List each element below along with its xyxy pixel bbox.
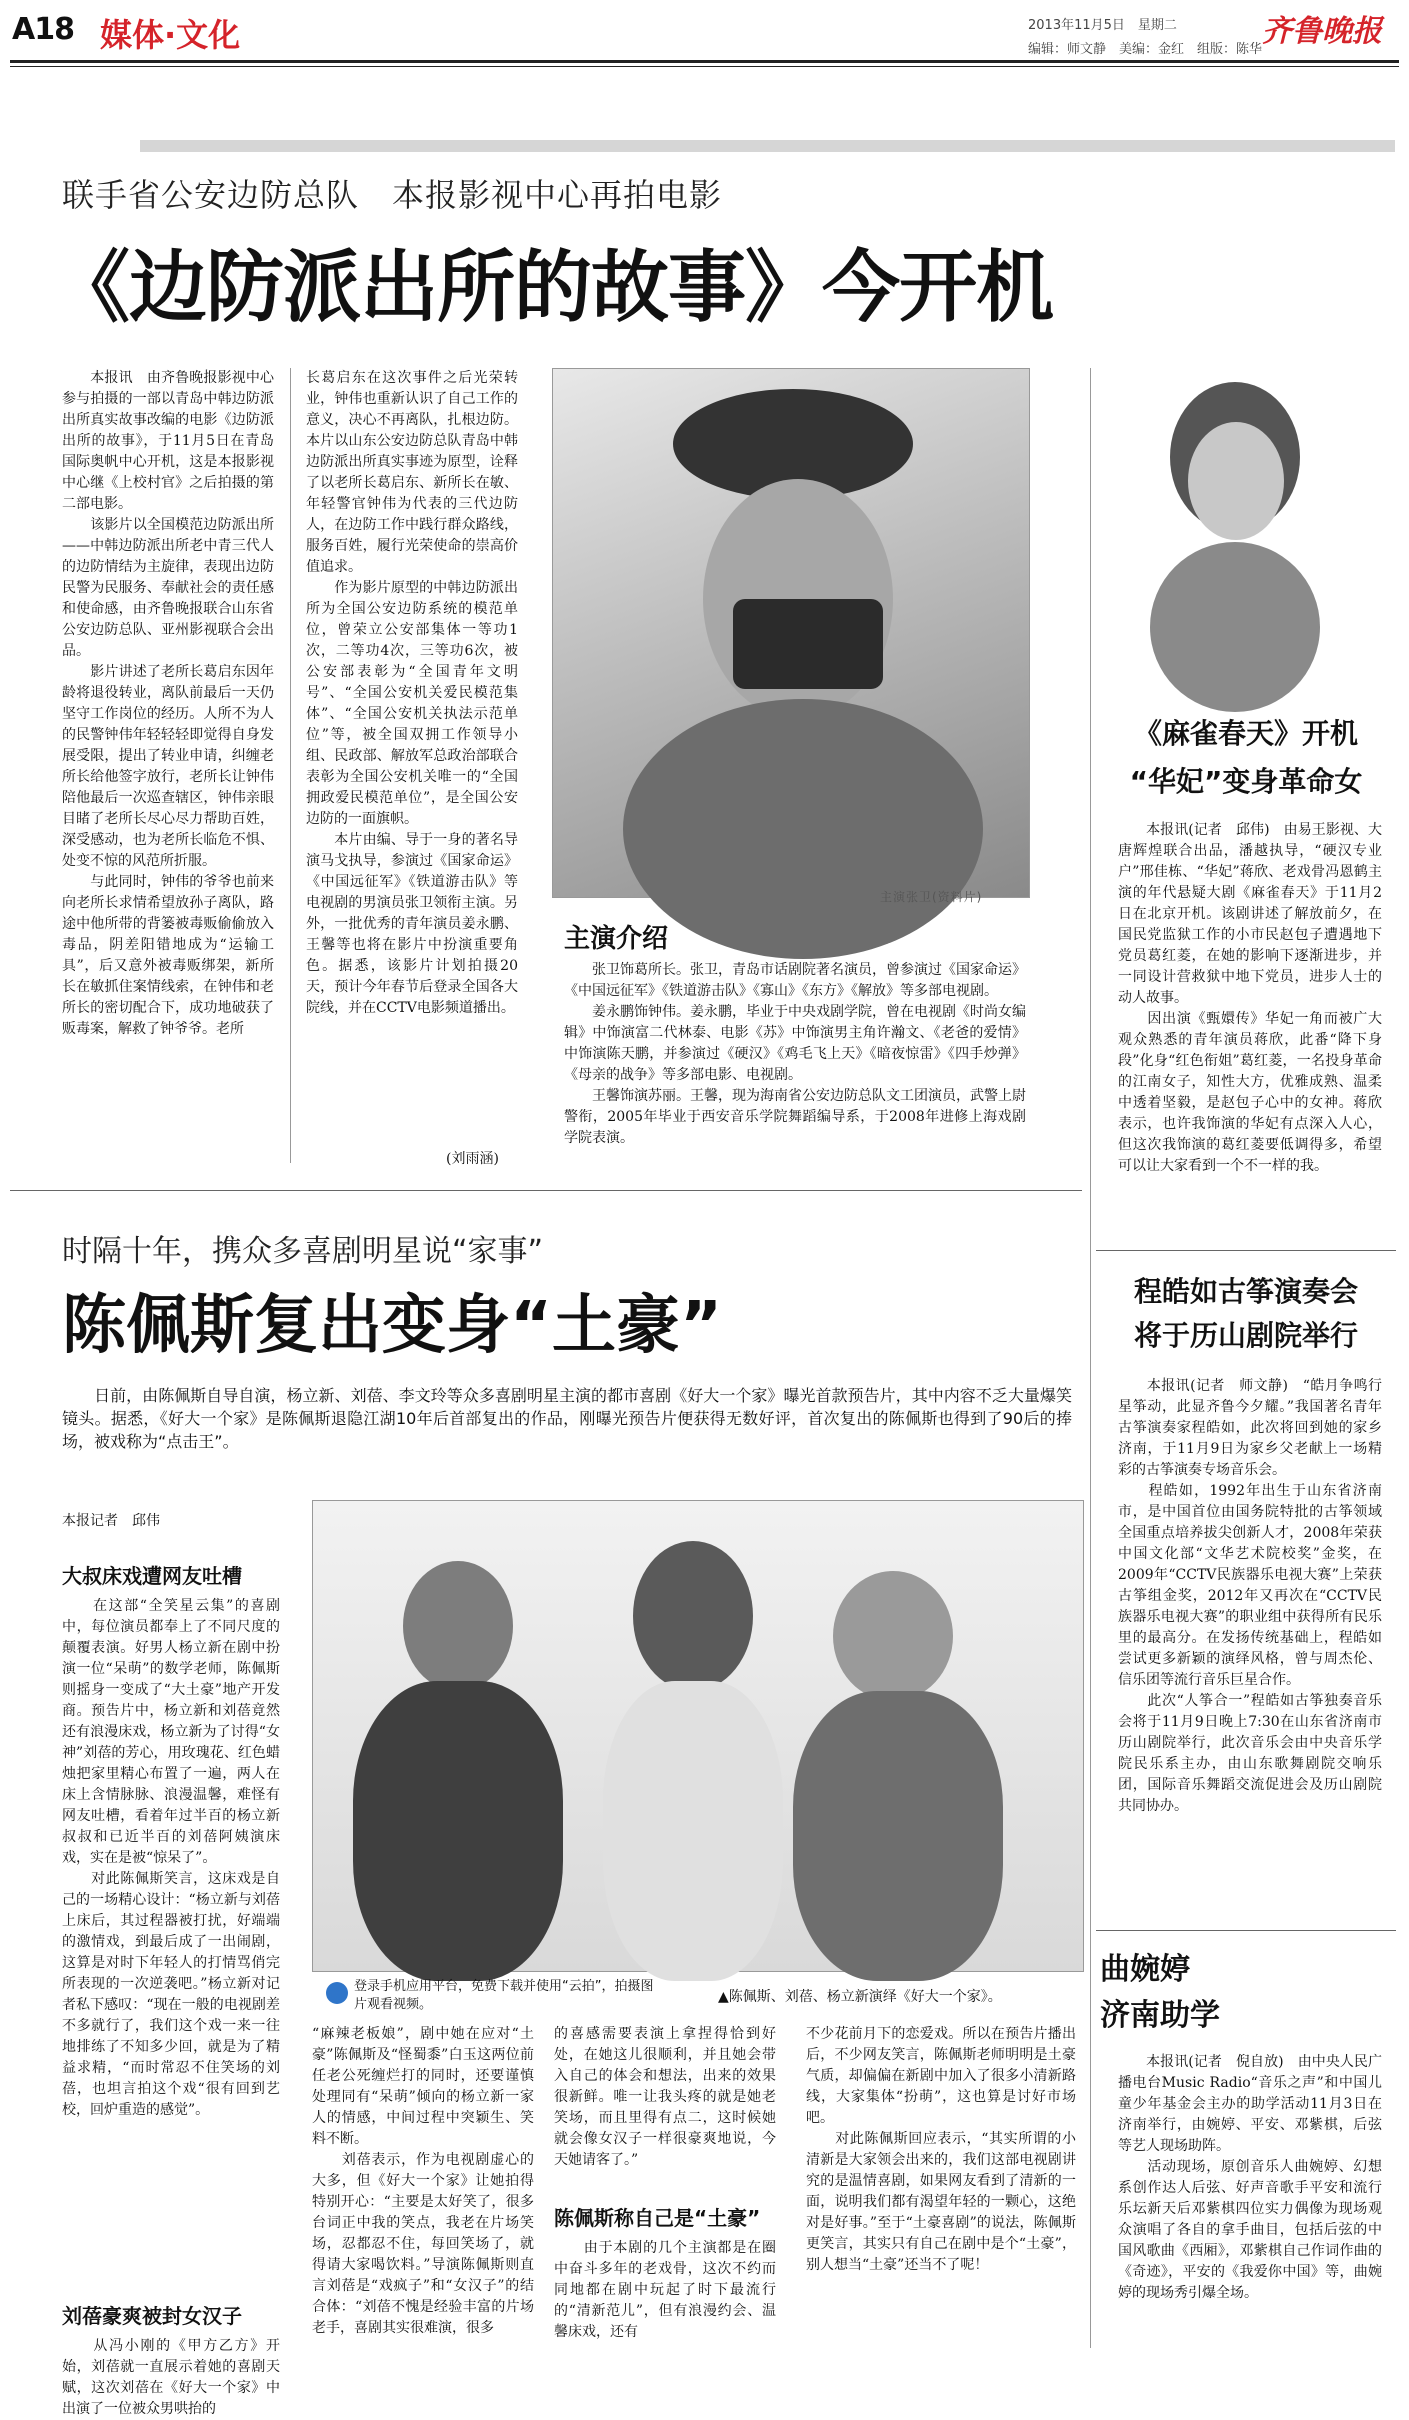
cast-group-photo-caption: ▲陈佩斯、刘蓓、杨立新演绎《好大一个家》。 <box>718 1989 1002 2005</box>
story2-column-1: 在这部“全笑星云集”的喜剧中，每位演员都奉上了不同尺度的颠覆表演。好男人杨立新在剧中扮演一位“呆萌”的数学老师，陈佩斯则摇身一变成了“大土豪”地产开发商。预告片中，杨立新和刘蓓竟然还有浪漫床戏，杨立新为了讨得“女神”刘蓓的芳心，用玫瑰花、红色蜡烛把家里精心布置了一遍，两人在床上含情脉脉、浪漫温馨，难怪有网友吐槽，看着年过半百的杨立新叔叔和已近半百的刘蓓阿姨演床戏，实在是被“惊呆了”。 对此陈佩斯笑言，这床戏是自己的一场精心设计：“杨立新与刘蓓上床后，其过程器被打扰，好端端的激情戏，到最后成了一出闹剧，这算是对时下年轻人的打情骂俏完所表现的一次逆袭吧。”杨立新对记者私下感叹：“现在一般的电视剧差不多就行了，我们这个戏一来一往地排练了不知多少回，就是为了精益求精，“而时常忍不住笑场的刘蓓，也坦言拍这个戏“很有回到艺校，回炉重造的感觉”。 <box>62 1598 280 2118</box>
section-bar <box>140 140 1395 152</box>
cloud-photo-note: 登录手机应用平台，免费下载并使用“云拍”，拍摄图片观看视频。 <box>354 1979 654 2012</box>
story2-column-4: 不少花前月下的恋爱戏。所以在预告片播出后，不少网友笑言，陈佩斯老师明明是土豪气质，却偏偏在新剧中加入了很多小清新路线，大家集体“扮萌”，这也算是讨好市场吧。 对此陈佩斯回应表示，“其实所谓的小清新是大家领会出来的，我们这部电视剧讲究的是温情喜剧，如果网友看到了清新的一面，说明我们都有渴望年轻的一颗心，这绝对是好事。”至于“土豪喜剧”的说法，陈佩斯更笑言，其实只有自己在剧中是个“土豪”，别人想当“土豪”还当不了呢！ <box>806 2026 1076 2273</box>
side1-text: 本报讯(记者 邱伟) 由易王影视、大唐辉煌联合出品，潘越执导，“硬汉专业户”邢佳栋、“华妃”蒋欣、老戏骨冯恩鹤主演的年代悬疑大剧《麻雀春天》于11月2日在北京开机。该剧讲述了解放前夕，在国民党监狱工作的小市民赵包子遭遇地下党员葛红菱，在她的影响下逐渐进步，并一同设计营救狱中地下党员，进步人士的动人故事。 因出演《甄嬛传》华妃一角而被广大观众熟悉的青年演员蒋欣，此番“降下身段”化身“红色衔姐”葛红菱，一名投身革命的江南女子，知性大方，优雅成熟、温柔中透着坚毅，是赵包子心中的女神。蒋欣表示，也许我饰演的华妃有点深入人心，但这次我饰演的葛红菱要低调得多，希望可以让大家看到一个不一样的我。 <box>1118 822 1382 1174</box>
cloud-photo-icon[interactable] <box>326 1982 348 2004</box>
story2-byline: 本报记者 邱伟 <box>62 1513 160 1529</box>
side3-headline-2: 济南助学 <box>1100 1998 1220 2033</box>
story1-column-1: 本报讯 由齐鲁晚报影视中心参与拍摄的一部以青岛中韩边防派出所真实故事改编的电影《边防派出所的故事》，于11月5日在青岛国际奥帆中心开机，这是本报影视中心继《上校村官》之后拍摄的第二部电影。 该影片以全国模范边防派出所——中韩边防派出所老中青三代人的边防情结为主旋律，表现出边防民警为民服务、奉献社会的责任感和使命感，由齐鲁晚报联合山东省公安边防总队、亚州影视联合会出品。 影片讲述了老所长葛启东因年龄将退役转业，离队前最后一天仍坚守工作岗位的经历。人所不为人的民警钟伟年轻轻轻即觉得自身发展受限，提出了转业申请，纠缠老所长给他签字放行，老所长让钟伟陪他最后一次巡查辖区，钟伟亲眼目睹了老所长尽心尽力帮助百姓，深受感动，也为老所长临危不惧、处变不惊的风范所折服。 与此同时，钟伟的爷爷也前来向老所长求情希望放孙子离队，路途中他所带的背篓被毒贩偷偷放入毒品，阴差阳错地成为“运输工具”，后又意外被毒贩绑架，新所长在敏抓住案情线索，在钟伟和老所长的密切配合下，成功地破获了贩毒案，解救了钟爷爷。老所 <box>62 370 274 1037</box>
story-divider <box>10 1190 1082 1191</box>
side2-headline-2: 将于历山剧院举行 <box>1133 1319 1358 1352</box>
story2-column-1b: 从冯小刚的《甲方乙方》开始，刘蓓就一直展示着她的喜剧天赋，这次刘蓓在《好大一个家》中出演了一位被众男哄抬的 <box>62 2338 280 2417</box>
story2-kicker: 时隔十年，携众多喜剧明星说“家事” <box>62 1234 544 1269</box>
story1-column-divider <box>290 368 291 1163</box>
story2-subhead-3: 陈佩斯称自己是“土豪” <box>554 2206 761 2230</box>
story2-column-3b: 由于本剧的几个主演都是在圈中奋斗多年的老戏骨，这次不约而同地都在剧中玩起了时下最流行的“清新范儿”，但有浪漫约会、温馨床戏，还有 <box>554 2240 776 2340</box>
side1-headline-1: 《麻雀春天》开机 <box>1133 717 1358 750</box>
side2-headline-1: 程皓如古筝演奏会 <box>1133 1275 1358 1308</box>
cast-group-photo <box>312 1500 1084 1972</box>
side2-text: 本报讯(记者 师文静) “皓月争鸣行星筝动，此显齐鲁今夕耀。”我国著名青年古筝演奏家程皓如，此次将回到她的家乡济南，于11月9日为家乡父老献上一场精彩的古筝演奏专场音乐会。 程皓如，1992年出生于山东省济南市，是中国首位由国务院特批的古筝领域全国重点培养拔尖创新人才，2008年荣获中国文化部“文华艺术院校奖”金奖，在2009年“CCTV民族器乐电视大赛”上荣获古筝组金奖，2012年又再次在“CCTV民族器乐电视大赛”的职业组中获得所有民乐里的最高分。在发扬传统基础上，程皓如尝试更多新颖的演绎风格，曾与周杰伦、信乐团等流行音乐巨星合作。 此次“人筝合一”程皓如古筝独奏音乐会将于11月9日晚上7:30在山东省济南市历山剧院举行，此次音乐会由中央音乐学院民乐系主办，由山东歌舞剧院交响乐团，国际音乐舞蹈交流促进会及历山剧院共同协办。 <box>1118 1378 1382 1814</box>
actress-photo <box>1110 372 1362 700</box>
officer-photo <box>552 368 1030 898</box>
side3-divider <box>1096 1930 1396 1931</box>
side2-divider <box>1096 1250 1396 1251</box>
cast-intro-text: 张卫饰葛所长。张卫，青岛市话剧院著名演员，曾参演过《国家命运》《中国远征军》《铁道游击队》《寡山》《东方》《解放》等多部电视剧。 姜永鹏饰钟伟。姜永鹏，毕业于中央戏剧学院，曾在电视剧《时尚女编辑》中饰演富二代林泰、电影《苏》中饰演男主角许瀚文、《老爸的爱情》中饰演陈天鹏，并参演过《硬汉》《鸡毛飞上天》《暗夜惊雷》《四手炒弹》《母亲的战争》等多部电影、电视剧。 王馨饰演苏丽。王馨，现为海南省公安边防总队文工团演员，武警上尉警衔，2005年毕业于西安音乐学院舞蹈编导系，于2008年进修上海戏剧学院表演。 <box>564 962 1026 1146</box>
section-name: 媒体·文化 <box>100 16 241 54</box>
cast-heading: 主演介绍 <box>564 924 669 954</box>
side-column-divider <box>1090 368 1091 2348</box>
story2-column-2: “麻辣老板娘”，剧中她在应对“土豪”陈佩斯及“怪蜀黍”白玉这两位前任老公死缠烂打的同时，还要谨慎处理同有“呆萌”倾向的杨立新一家人的情感，中间过程中突颖生、笑料不断。 刘蓓表示，作为电视剧虚心的大多，但《好大一个家》让她拍得特别开心：“主要是太好笑了，很多台词正中我的笑点，我老在片场笑场，忍都忍不住，每回笑场了，就得请大家喝饮料。”导演陈佩斯则直言刘蓓是“戏疯子”和“女汉子”的结合体：“刘蓓不愧是经验丰富的片场老手，喜剧其实很难演，很多 <box>312 2026 534 2336</box>
story2-headline: 陈佩斯复出变身“土豪” <box>62 1289 723 1363</box>
story1-kicker: 联手省公安边防总队 本报影视中心再拍电影 <box>62 176 723 214</box>
story2-subhead-1: 大叔床戏遭网友吐槽 <box>62 1564 242 1588</box>
story2-lead: 日前，由陈佩斯自导自演，杨立新、刘蓓、李文玲等众多喜剧明星主演的都市喜剧《好大一个家》曝光首款预告片，其中内容不乏大量爆笑镜头。据悉，《好大一个家》是陈佩斯退隐江湖10年后首部复出的作品，刚曝光预告片便获得无数好评，首次复出的陈佩斯也得到了90后的捧场，被戏称为“点击王”。 <box>62 1386 1072 1451</box>
story1-headline: 《边防派出所的故事》今开机 <box>52 243 1054 333</box>
officer-photo-caption: 主演张卫(资料片) <box>880 890 983 904</box>
story2-subhead-2: 刘蓓豪爽被封女汉子 <box>62 2304 242 2328</box>
editor-credits: 编辑：师文静 美编：金红 组版：陈华 <box>1028 42 1263 57</box>
header-rule <box>10 60 1399 63</box>
side1-headline-2: “华妃”变身革命女 <box>1129 765 1363 798</box>
side3-text: 本报讯(记者 倪自放) 由中央人民广播电台Music Radio“音乐之声”和中国儿童少年基金会主办的助学活动11月3日在济南举行，由婉婷、平安、邓紫棋，后弦等艺人现场助阵。 活动现场，原创音乐人曲婉婷、幻想系创作达人后弦、好声音歌手平安和流行乐坛新天后邓紫棋四位实力偶像为现场观众演唱了各自的拿手曲目，包括后弦的中国风歌曲《西厢》，邓紫棋自己作词作曲的《奇迹》，平安的《我爱你中国》等，曲婉婷的现场秀引爆全场。 <box>1118 2054 1382 2301</box>
story1-byline: (刘雨涵) <box>446 1151 499 1167</box>
side3-headline-1: 曲婉婷 <box>1100 1952 1190 1987</box>
header-rule-thin <box>10 66 1399 67</box>
story1-column-2: 长葛启东在这次事件之后光荣转业，钟伟也重新认识了自己工作的意义，决心不再离队，扎根边防。本片以山东公安边防总队青岛中韩边防派出所真实事迹为原型，诠释了以老所长葛启东、新所长在敏、年轻警官钟伟为代表的三代边防人，在边防工作中践行群众路线，服务百姓，履行光荣使命的崇高价值追求。 作为影片原型的中韩边防派出所为全国公安边防系统的模范单位，曾荣立公安部集体一等功1次，二等功4次，三等功6次，被公安部表彰为“全国青年文明号”、“全国公安机关爱民模范集体”、“全国公安机关执法示范单位”等，被全国双拥工作领导小组、民政部、解放军总政治部联合表彰为全国公安机关唯一的“全国拥政爱民模范单位”，是全国公安边防的一面旗帜。 本片由编、导于一身的著名导演马戈执导，参演过《国家命运》《中国远征军》《铁道游击队》等电视剧的男演员张卫领衔主演。另外，一批优秀的青年演员姜永鹏、王馨等也将在影片中扮演重要角色。据悉，该影片计划拍摄20天，预计今年春节后登录全国各大院线，并在CCTV电影频道播出。 <box>306 370 518 1016</box>
story2-column-3: 的喜感需要表演上拿捏得恰到好处，在她这儿很顺利，并且她会带入自己的体会和想法，出来的效果很新鲜。唯一让我头疼的就是她老笑场，而且里得有点二，这时候她就会像女汉子一样很豪爽地说，今天她请客了。” <box>554 2026 776 2168</box>
page-number: A18 <box>12 12 74 47</box>
newspaper-logo: 齐鲁晚报 <box>1262 14 1382 49</box>
issue-date: 2013年11月5日 星期二 <box>1028 18 1177 33</box>
